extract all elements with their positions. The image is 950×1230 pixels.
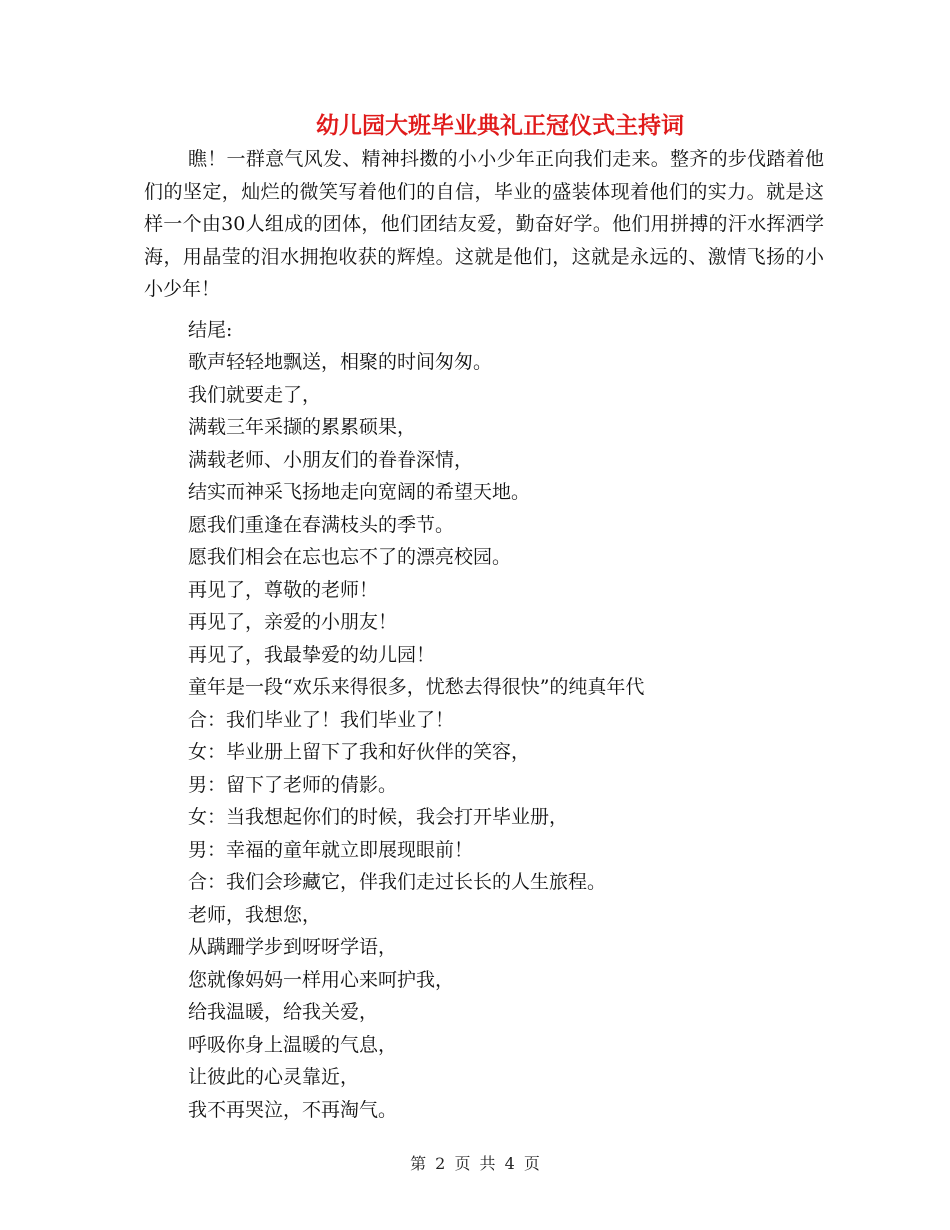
text-line: 合：我们会珍藏它，伴我们走过长长的人生旅程。: [188, 871, 607, 893]
text-line: 再见了，尊敬的老师！: [188, 578, 379, 601]
text-line: 结实而神采飞扬地走向宽阔的希望天地。: [188, 481, 531, 503]
text-line: 我们就要走了，: [188, 383, 322, 406]
text-line: 男：留下了老师的倩影。: [188, 773, 398, 796]
text-line: 女：当我想起你们的时候，我会打开毕业册，: [188, 806, 569, 828]
text-line: 满载三年采撷的累累硕果，: [188, 416, 417, 438]
text-line: 给我温暖，给我关爱，: [188, 1001, 379, 1023]
verse-lines: [144, 314, 824, 1127]
text-line: 合：我们毕业了！我们毕业了！: [188, 708, 455, 731]
intro-paragraph: 瞧！一群意气风发、精神抖擞的小小少年正向我们走来。整齐的步伐踏着他们的坚定，灿烂的微笑写着他们的自信，毕业的盛装体现着他们的实力。就是这样一个由30人组成的团体，他们团结友爱，勤奋好学。他们用拼搏的汗水挥洒学海，用晶莹的泪水拥抱收获的辉煌。这就是他们，这就是永远的、激情飞扬的小小少年！: [144, 148, 824, 300]
text-line: 老师，我想您，: [188, 903, 322, 926]
text-line: 男：幸福的童年就立即展现眼前！: [188, 838, 474, 861]
text-line: 歌声轻轻地飘送，相聚的时间匆匆。: [188, 351, 493, 373]
text-line: 女：毕业册上留下了我和好伙伴的笑容，: [188, 741, 531, 763]
text-line: 愿我们相会在忘也忘不了的漂亮校园。: [188, 546, 512, 568]
text-line: 愿我们重逢在春满枝头的季节。: [188, 513, 455, 536]
text-line: 满载老师、小朋友们的眷眷深情，: [188, 448, 474, 471]
text-line: 从蹒跚学步到呀呀学语，: [188, 936, 398, 958]
text-line: 我不再哭泣，不再淘气。: [188, 1098, 398, 1121]
text-line: 让彼此的心灵靠近，: [188, 1066, 360, 1088]
text-line: 您就像妈妈一样用心来呵护我，: [188, 968, 455, 991]
text-line: 再见了，亲爱的小朋友！: [188, 611, 398, 633]
page-footer: 第 2 页 共 4 页: [410, 1154, 540, 1173]
text-line: 呼吸你身上温暖的气息，: [188, 1033, 398, 1056]
text-line: 童年是一段“欢乐来得很多，忧愁去得很快”的纯真年代: [188, 676, 645, 698]
text-line: 再见了，我最挚爱的幼儿园！: [188, 643, 436, 666]
text-line: 结尾:: [188, 318, 233, 341]
document-title: 幼儿园大班毕业典礼正冠仪式主持词: [316, 112, 684, 139]
document-body: [144, 143, 824, 1126]
